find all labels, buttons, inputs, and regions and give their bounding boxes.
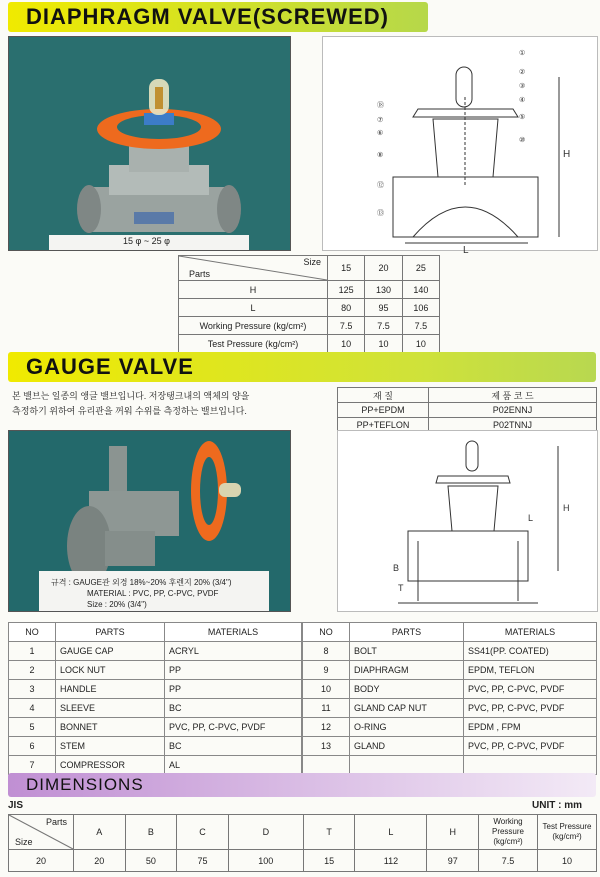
dim-t-label: T (398, 583, 404, 593)
gauge-code-table: 재 질 제 품 코 드 PP+EPDM P02ENNJ PP+TEFLON P02TNNJ (337, 387, 597, 433)
diaphragm-valve-photo (8, 36, 291, 251)
diaphragm-valve-illustration (9, 37, 290, 250)
table-row: 4 SLEEVE BC (9, 699, 302, 718)
gauge-valve-photo (8, 430, 291, 612)
table-row: 5 BONNET PVC, PP, C-PVC, PVDF (9, 718, 302, 737)
callout-13: ⑬ (377, 210, 384, 217)
callout-4: ④ (519, 97, 526, 104)
callout-5: ⑤ (519, 114, 526, 121)
callout-7: ⑦ (377, 117, 384, 124)
dimensions-title: DIMENSIONS (26, 775, 144, 794)
dim-h-label: H (563, 503, 570, 513)
callout-8: ⑧ (377, 152, 384, 159)
callout-2: ② (519, 69, 526, 76)
gauge-photo-caption: 규격 : GAUGE관 외경 18%~20% 후렌지 20% (3/4") MATERIAL : PVC, PP, C-PVC, PVDF Size : 20% (3/4") (51, 578, 232, 609)
table-row: 2 LOCK NUT PP (9, 661, 302, 680)
table-row: 20 20 50 75 100 15 112 97 7.5 10 (9, 850, 597, 872)
callout-10: ⑩ (519, 137, 526, 144)
table-row: 3 HANDLE PP (9, 680, 302, 699)
size-20: 20 (365, 256, 402, 281)
diaphragm-spec-table (178, 255, 440, 353)
callout-3: ③ (519, 83, 526, 90)
table-row: H 125 130 140 (179, 281, 440, 299)
table-row: 8 BOLT SS41(PP. COATED) (303, 642, 597, 661)
dims-corner-cell: Parts Size (9, 815, 74, 850)
parts-table-left: NO PARTS MATERIALS 1 GAUGE CAP ACRYL 2 LOCK NUT PP 3 HANDLE PP 4 SLEEVE BC 5 BONNET PVC, PP, C-PVC, PVDF 6 STEM BC 7 COMPRESSOR AL (8, 622, 302, 775)
table-row: PP+EPDM P02ENNJ (338, 403, 597, 418)
diaphragm-cross-section-drawing (323, 37, 597, 256)
dimensions-banner (8, 773, 596, 797)
table-corner-cell: Size Parts (179, 256, 328, 281)
table-row: 9 DIAPHRAGM EPDM, TEFLON (303, 661, 597, 680)
gauge-section-diagram (337, 430, 598, 612)
gauge-description: 본 밸브는 일종의 앵글 밸브입니다. 저장탱크내의 액체의 양을 측정하기 위하여 유리관을 꺼워 수위를 측정하는 밸브입니다. (12, 391, 250, 416)
table-row: PP+TEFLON P02TNNJ (338, 418, 597, 433)
table-row: 10 BODY PVC, PP, C-PVC, PVDF (303, 680, 597, 699)
dimensions-table: Parts Size A B C D T L H Working Pressure (kg/cm²) Test Pressure (kg/cm²) 20 20 50 75 100 15 112 97 7.5 10 (8, 814, 597, 872)
diaphragm-photo-caption: 15 φ ~ 25 φ (123, 236, 170, 246)
callout-6: ⑥ (377, 130, 384, 137)
table-row: 7 COMPRESSOR AL (9, 756, 302, 775)
callout-12: ⑫ (377, 182, 384, 189)
gauge-cross-section-drawing (338, 431, 597, 611)
callout-1: ① (519, 50, 526, 57)
dimensions-standard: JIS (8, 800, 24, 811)
dim-h-label: H (563, 149, 571, 160)
table-row: Working Pressure (kg/cm²) 7.5 7.5 7.5 (179, 317, 440, 335)
table-row: 11 GLAND CAP NUT PVC, PP, C-PVC, PVDF (303, 699, 597, 718)
table-row: 13 GLAND PVC, PP, C-PVC, PVDF (303, 737, 597, 756)
table-row: 1 GAUGE CAP ACRYL (9, 642, 302, 661)
diaphragm-title: DIAPHRAGM VALVE(SCREWED) (26, 4, 389, 29)
table-row: L 80 95 106 (179, 299, 440, 317)
size-15: 15 (328, 256, 365, 281)
dim-b-label: B (393, 563, 400, 573)
dim-l-label: L (463, 245, 469, 256)
size-25: 25 (402, 256, 439, 281)
gauge-title: GAUGE VALVE (26, 354, 194, 379)
table-row: 6 STEM BC (9, 737, 302, 756)
diaphragm-section-diagram (322, 36, 598, 256)
parts-table-right: NO PARTS MATERIALS 8 BOLT SS41(PP. COATED) 9 DIAPHRAGM EPDM, TEFLON 10 BODY PVC, PP, C-PVC, PVDF 11 GLAND CAP NUT PVC, PP, C-PVC, PVDF 12 O-RING EPDM , FPM 13 GLAND PVC, PP, C-PVC, PVDF (302, 622, 597, 775)
dim-l-label: L (528, 513, 534, 523)
dimensions-unit: UNIT : mm (532, 800, 582, 811)
callout-18: ⑱ (377, 102, 384, 109)
table-row: Test Pressure (kg/cm²) 10 10 10 (179, 335, 440, 353)
table-row: 12 O-RING EPDM , FPM (303, 718, 597, 737)
gauge-banner (8, 352, 596, 382)
diaphragm-banner (8, 2, 428, 32)
